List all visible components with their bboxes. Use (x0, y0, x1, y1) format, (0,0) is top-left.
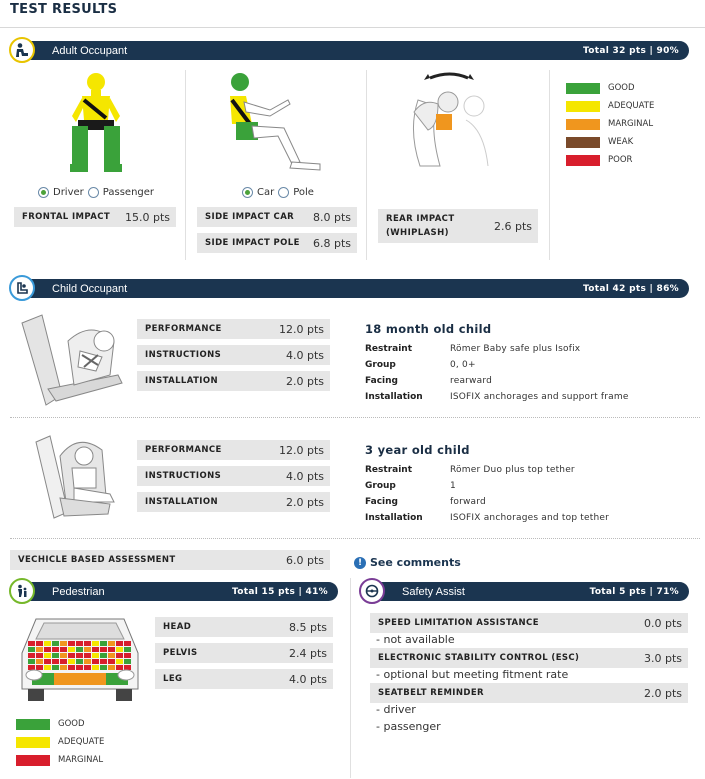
child2-performance-score: PERFORMANCE 12.0 pts (137, 440, 330, 460)
pedestrian-header (22, 582, 338, 601)
vehicle-based-assessment-pts: 6.0 pts (285, 553, 324, 567)
child-occupant-header (22, 279, 689, 298)
section-divider (10, 417, 700, 418)
child2-restraint-row: Restraint Römer Duo plus top tether (365, 465, 575, 475)
car-radio[interactable] (242, 187, 253, 198)
adult-occupant-icon (9, 37, 35, 63)
column-divider (185, 70, 186, 260)
safety-assist-title: Safety Assist (402, 585, 465, 598)
legend-adequate: ADEQUATE (566, 97, 654, 115)
pole-radio[interactable] (278, 187, 289, 198)
legend-good: GOOD (16, 715, 104, 733)
side-impact-car-label: SIDE IMPACT CAR (205, 212, 295, 222)
pedestrian-pelvis-score: PELVIS 2.4 pts (155, 643, 333, 663)
child1-installation-score: INSTALLATION 2.0 pts (137, 371, 330, 391)
frontal-impact-label: FRONTAL IMPACT (22, 212, 111, 222)
legend-marginal: MARGINAL (566, 115, 654, 133)
column-divider (549, 70, 550, 260)
safety-assist-total: Total 5 pts | 71% (589, 586, 679, 597)
seatbelt-reminder-note-driver: - driver (376, 703, 416, 716)
legend-marginal: MARGINAL (16, 751, 104, 769)
safety-assist-header (372, 582, 689, 601)
whiplash-seat-illustration (404, 70, 504, 174)
adult-occupant-title: Adult Occupant (52, 44, 128, 57)
title-divider (0, 27, 705, 28)
passenger-radio[interactable] (88, 187, 99, 198)
side-impact-pole-pts: 6.8 pts (312, 236, 351, 250)
adult-occupant-total: Total 32 pts | 90% (583, 45, 679, 56)
child-seat-icon (9, 275, 35, 301)
child2-instructions-score: INSTRUCTIONS 4.0 pts (137, 466, 330, 486)
child1-performance-score: PERFORMANCE 12.0 pts (137, 319, 330, 339)
speed-limitation-score: SPEED LIMITATION ASSISTANCE 0.0 pts (370, 613, 688, 633)
child1-restraint-row: Restraint Römer Baby safe plus Isofix (365, 344, 581, 354)
seatbelt-reminder-score: SEATBELT REMINDER 2.0 pts (370, 683, 688, 703)
pedestrian-car-front-map (14, 613, 146, 709)
side-impact-dummy (222, 72, 332, 176)
side-impact-pole-score (197, 233, 357, 253)
legend-good: GOOD (566, 79, 654, 97)
pedestrian-leg-score: LEG 4.0 pts (155, 669, 333, 689)
frontal-impact-dummy (60, 70, 132, 178)
side-impact-car-pts: 8.0 pts (312, 210, 351, 224)
column-divider (366, 70, 367, 260)
column-divider (350, 578, 351, 778)
child-occupant-title: Child Occupant (52, 282, 128, 295)
section-divider (10, 538, 700, 539)
driver-radio-label: Driver (53, 187, 84, 198)
seatbelt-reminder-note-passenger: - passenger (376, 720, 441, 733)
car-radio-label: Car (257, 187, 275, 198)
page-title: TEST RESULTS (10, 2, 118, 17)
forward-child-seat-illustration (30, 432, 126, 526)
child1-details (365, 322, 695, 405)
rear-impact-pts: 2.6 pts (493, 219, 532, 233)
rearward-child-seat-illustration (18, 311, 128, 411)
pedestrian-total: Total 15 pts | 41% (232, 586, 328, 597)
frontal-impact-score (14, 207, 176, 227)
vehicle-based-assessment-score (10, 550, 330, 570)
esc-note: - optional but meeting fitment rate (376, 668, 569, 681)
pedestrian-icon (9, 578, 35, 604)
legend-weak: WEAK (566, 133, 654, 151)
legend-poor: POOR (566, 151, 654, 169)
pedestrian-title: Pedestrian (52, 585, 105, 598)
adult-occupant-header (22, 41, 689, 60)
vehicle-based-assessment-label: VECHICLE BASED ASSESSMENT (18, 555, 176, 565)
child2-heading: 3 year old child (365, 443, 470, 457)
pedestrian-legend (16, 715, 104, 769)
child2-details (365, 443, 695, 526)
legend-adequate: ADEQUATE (16, 733, 104, 751)
passenger-radio-label: Passenger (102, 187, 155, 198)
side-impact-selector (242, 187, 314, 198)
side-impact-pole-label: SIDE IMPACT POLE (205, 238, 300, 248)
child2-installation-score: INSTALLATION 2.0 pts (137, 492, 330, 512)
driver-radio[interactable] (38, 187, 49, 198)
child1-group-row: Group 0, 0+ (365, 360, 476, 370)
rear-impact-score (378, 209, 538, 243)
child2-installation-row: Installation ISOFIX anchorages and top tether (365, 513, 610, 523)
pole-radio-label: Pole (293, 187, 314, 198)
child1-heading: 18 month old child (365, 322, 492, 336)
rating-legend (566, 79, 654, 169)
child2-group-row: Group 1 (365, 481, 456, 491)
speed-limitation-note: - not available (376, 633, 455, 646)
child1-installation-row: Installation ISOFIX anchorages and support frame (365, 392, 629, 402)
side-impact-car-score (197, 207, 357, 227)
steering-wheel-icon (359, 578, 385, 604)
child2-facing-row: Facing forward (365, 497, 486, 507)
comment-icon: ! (354, 557, 366, 569)
rear-impact-label: REAR IMPACT (WHIPLASH) (386, 214, 455, 238)
pedestrian-head-score: HEAD 8.5 pts (155, 617, 333, 637)
child1-facing-row: Facing rearward (365, 376, 492, 386)
child1-instructions-score: INSTRUCTIONS 4.0 pts (137, 345, 330, 365)
esc-score: ELECTRONIC STABILITY CONTROL (ESC) 3.0 pts (370, 648, 688, 668)
see-comments-link[interactable]: ! See comments (354, 556, 461, 569)
frontal-impact-pts: 15.0 pts (124, 210, 170, 224)
frontal-seat-selector (38, 187, 154, 198)
child-occupant-total: Total 42 pts | 86% (583, 283, 679, 294)
